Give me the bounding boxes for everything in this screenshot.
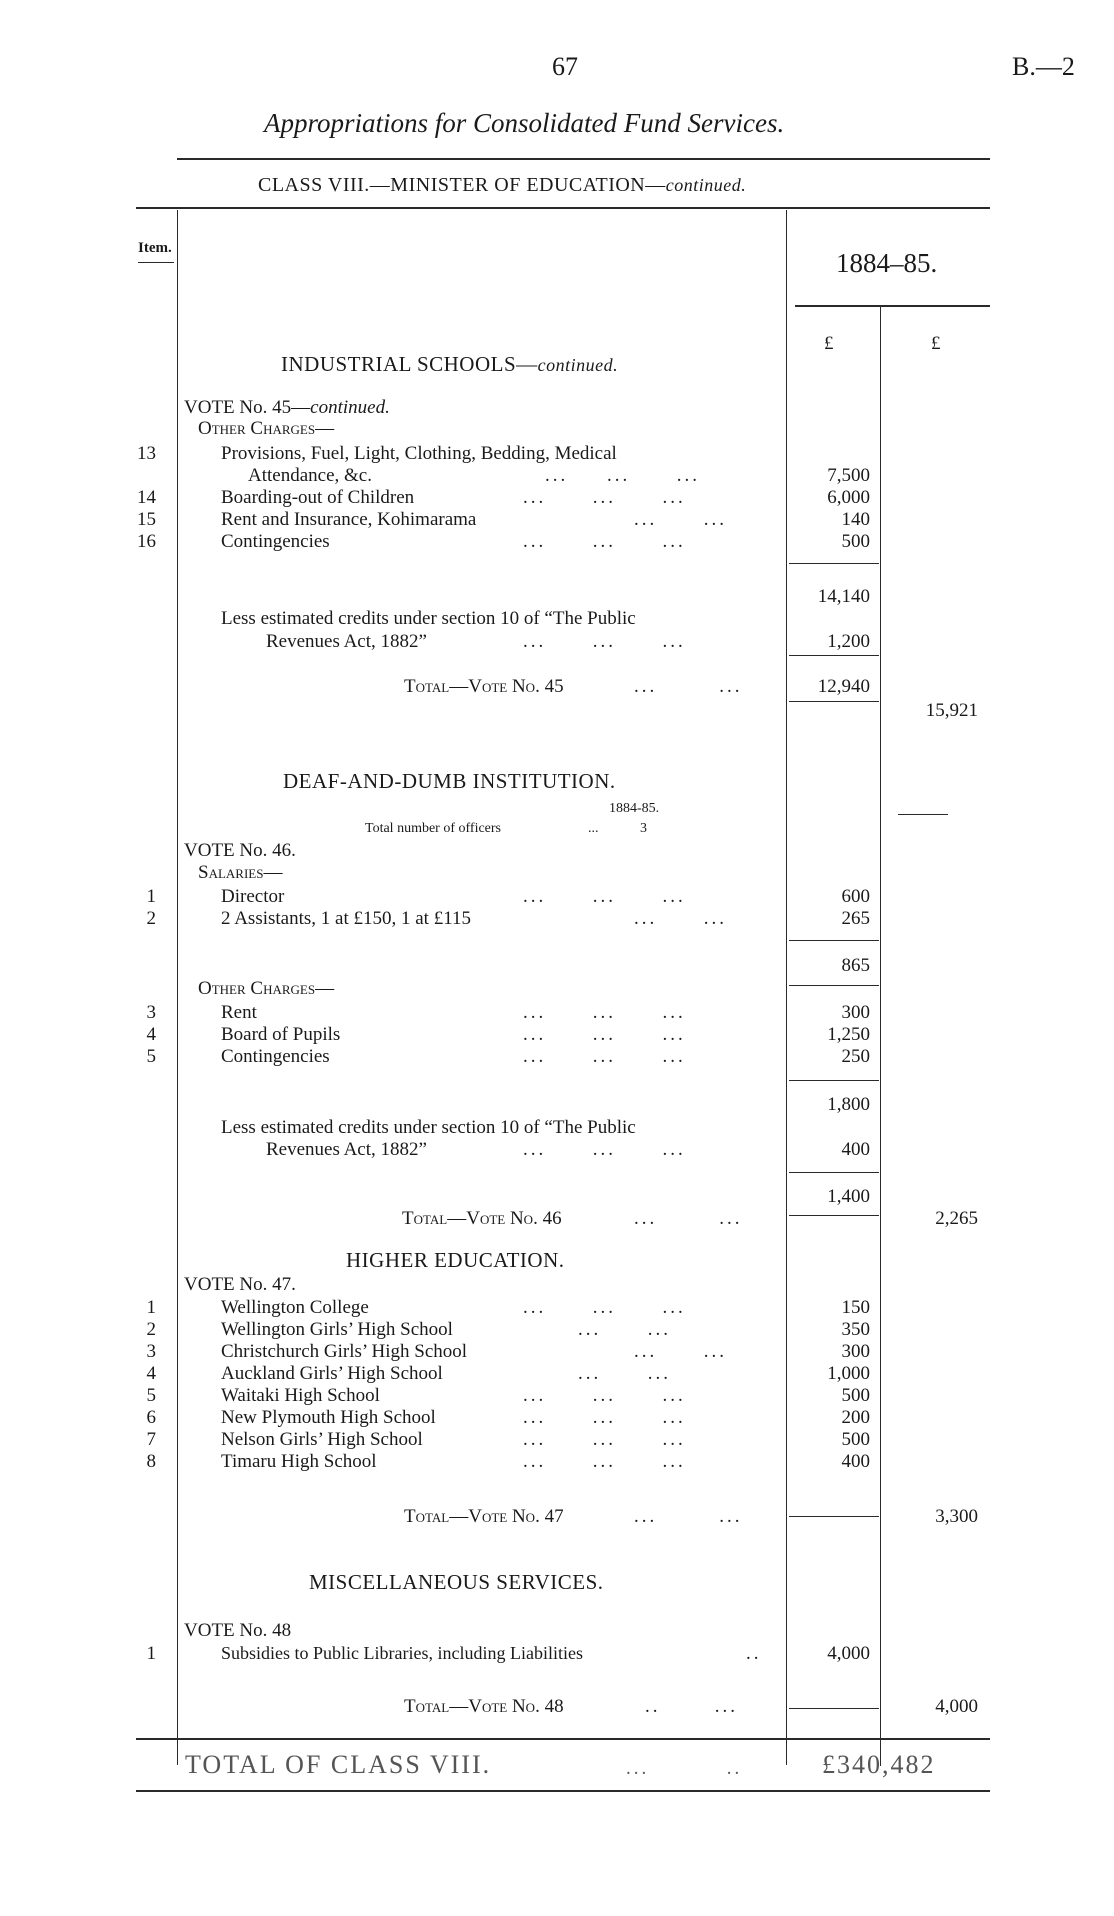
leader-dots: ... ... ...: [523, 1451, 686, 1472]
class-heading: CLASS VIII.—MINISTER OF EDUCATION—continued.: [258, 174, 747, 196]
item-number: 15: [137, 509, 156, 530]
amount: 350: [841, 1319, 870, 1340]
item-number: 4: [146, 1024, 156, 1045]
amount: 500: [841, 531, 870, 552]
credit-amount: 1,200: [827, 631, 870, 652]
item-column-header: Item.: [138, 240, 172, 256]
subtotal: 14,140: [817, 586, 870, 607]
item-number: 7: [146, 1429, 156, 1450]
column-divider: [880, 306, 881, 1766]
grand-total-amount: £340,482: [822, 1750, 936, 1779]
leader-dots: ... ... ...: [545, 465, 700, 486]
total-label: Total—Vote No. 48: [404, 1696, 564, 1717]
vote-total: 2,265: [935, 1208, 978, 1229]
item-label: Boarding-out of Children: [221, 487, 415, 508]
item-number: 1: [146, 886, 156, 907]
amount: 7,500: [827, 465, 870, 486]
leader-dots: ... ... ...: [523, 1002, 686, 1023]
total-label: Total—Vote No. 46: [402, 1208, 562, 1229]
rule: [789, 1516, 879, 1517]
leader-dots: ... ... ...: [523, 1429, 686, 1450]
officers-label: Total number of officers: [365, 821, 501, 836]
amount: 600: [841, 886, 870, 907]
amount: 1,000: [827, 1363, 870, 1384]
rule: [136, 1738, 990, 1740]
subheading: Other Charges—: [198, 418, 335, 439]
amount: 500: [841, 1385, 870, 1406]
rule: [789, 1215, 879, 1216]
item-number: 6: [146, 1407, 156, 1428]
leader-dots: ... ... ...: [523, 886, 686, 907]
subtotal: 865: [841, 955, 870, 976]
pound-sign: £: [824, 333, 834, 354]
leader-dots: ... ... ...: [523, 1407, 686, 1428]
rule: [795, 305, 990, 307]
amount: 150: [841, 1297, 870, 1318]
vote-heading: VOTE No. 46.: [184, 840, 296, 861]
leader-dots: ... ...: [634, 676, 743, 697]
rule: [898, 814, 948, 815]
rule: [789, 655, 879, 656]
leader-dots: ... ...: [634, 1341, 727, 1362]
net-amount: 1,400: [827, 1186, 870, 1207]
rule: [136, 1790, 990, 1792]
item-label: Attendance, &c.: [248, 465, 372, 486]
item-label: Contingencies: [221, 531, 330, 552]
leader-dots: ... ... ...: [523, 531, 686, 552]
vote-total: 15,921: [925, 700, 978, 721]
item-number: 3: [146, 1341, 156, 1362]
amount: 200: [841, 1407, 870, 1428]
vote-total: 4,000: [935, 1696, 978, 1717]
leader-dots: ... ...: [578, 1363, 671, 1384]
item-label: Board of Pupils: [221, 1024, 341, 1045]
item-label: Subsidies to Public Libraries, including Liabilities: [221, 1643, 583, 1663]
rule: [789, 985, 879, 986]
document-reference: B.—2: [1012, 52, 1075, 81]
vote-total: 3,300: [935, 1506, 978, 1527]
item-number: 1: [146, 1297, 156, 1318]
leader-dots: ... ... ...: [523, 487, 686, 508]
section-heading: INDUSTRIAL SCHOOLS—continued.: [281, 352, 619, 376]
item-number: 13: [137, 443, 156, 464]
item-label: Rent and Insurance, Kohimarama: [221, 509, 477, 530]
net-amount: 12,940: [817, 676, 870, 697]
page-title: Appropriations for Consolidated Fund Services.: [264, 108, 785, 138]
rule: [789, 1708, 879, 1709]
item-number: 14: [137, 487, 156, 508]
pound-sign: £: [931, 333, 941, 354]
amount: 300: [841, 1341, 870, 1362]
leader-dots: ... ...: [634, 1506, 743, 1527]
item-number: 3: [146, 1002, 156, 1023]
item-label: Director: [221, 886, 285, 907]
item-label: 2 Assistants, 1 at £150, 1 at £115: [221, 908, 471, 929]
leader-dots: ... ..: [626, 1758, 743, 1779]
leader-dots: ... ... ...: [523, 1139, 686, 1160]
vote-heading: VOTE No. 48: [184, 1620, 292, 1641]
leader-dots: ... ... ...: [523, 1046, 686, 1067]
leader-dots: ... ... ...: [523, 1024, 686, 1045]
rule: [177, 158, 990, 160]
leader-dots: ... ...: [578, 1319, 671, 1340]
rule: [789, 701, 879, 702]
rule: [789, 1172, 879, 1173]
item-number: 1: [146, 1643, 156, 1664]
credit-label: Revenues Act, 1882”: [266, 1139, 427, 1160]
leader-dots: ... ... ...: [523, 631, 686, 652]
amount: 4,000: [827, 1643, 870, 1664]
item-label: New Plymouth High School: [221, 1407, 436, 1428]
item-label: Wellington College: [221, 1297, 369, 1318]
amount: 250: [841, 1046, 870, 1067]
credit-label: Less estimated credits under section 10 of “The Public: [221, 1117, 636, 1138]
leader-dots: ... ...: [634, 1208, 743, 1229]
amount: 400: [841, 1451, 870, 1472]
subtotal: 1,800: [827, 1094, 870, 1115]
item-label: Nelson Girls’ High School: [221, 1429, 423, 1450]
item-label: Provisions, Fuel, Light, Clothing, Bedding, Medical: [221, 443, 617, 464]
year-column-header: 1884–85.: [836, 248, 938, 278]
vote-heading: VOTE No. 47.: [184, 1274, 296, 1295]
total-label: Total—Vote No. 47: [404, 1506, 564, 1527]
item-number: 5: [146, 1385, 156, 1406]
item-number: 2: [146, 908, 156, 929]
subheading: Other Charges—: [198, 978, 335, 999]
amount: 265: [841, 908, 870, 929]
item-number: 4: [146, 1363, 156, 1384]
credit-amount: 400: [841, 1139, 870, 1160]
rule: [789, 1080, 879, 1081]
item-label: Christchurch Girls’ High School: [221, 1341, 468, 1362]
column-divider: [177, 210, 178, 1765]
officers-count: 3: [640, 821, 647, 836]
item-number: 8: [146, 1451, 156, 1472]
item-number: 2: [146, 1319, 156, 1340]
column-divider: [786, 210, 787, 1765]
page-number: 67: [552, 52, 578, 81]
section-heading: HIGHER EDUCATION.: [346, 1248, 565, 1272]
credit-label: Less estimated credits under section 10 of “The Public: [221, 608, 636, 629]
section-heading: DEAF-AND-DUMB INSTITUTION.: [283, 769, 616, 793]
amount: 140: [841, 509, 870, 530]
item-label: Wellington Girls’ High School: [221, 1319, 453, 1340]
item-number: 16: [137, 531, 156, 552]
leader-dots: ... ... ...: [523, 1385, 686, 1406]
item-number: 5: [146, 1046, 156, 1067]
item-label: Auckland Girls’ High School: [221, 1363, 443, 1384]
leader-dots: ... ... ...: [523, 1297, 686, 1318]
vote-heading: VOTE No. 45—continued.: [184, 397, 390, 418]
rule: [789, 563, 879, 564]
amount: 500: [841, 1429, 870, 1450]
leader-dots: ... ...: [634, 908, 727, 929]
section-heading: MISCELLANEOUS SERVICES.: [309, 1570, 604, 1594]
amount: 1,250: [827, 1024, 870, 1045]
subheading: Salaries—: [198, 862, 283, 883]
item-label: Contingencies: [221, 1046, 330, 1067]
leader-dots: ... ...: [634, 509, 727, 530]
rule: [136, 207, 990, 209]
item-label: Rent: [221, 1002, 257, 1023]
leader-dots: ...: [588, 821, 599, 836]
rule: [138, 262, 174, 263]
rule: [789, 940, 879, 941]
officers-year: 1884-85.: [609, 801, 660, 816]
item-label: Waitaki High School: [221, 1385, 380, 1406]
leader-dots: .. ...: [645, 1696, 738, 1717]
credit-label: Revenues Act, 1882”: [266, 631, 427, 652]
leader-dots: ..: [746, 1643, 762, 1664]
grand-total-label: TOTAL OF CLASS VIII.: [185, 1750, 492, 1779]
total-label: Total—Vote No. 45: [404, 676, 564, 697]
item-label: Timaru High School: [221, 1451, 377, 1472]
amount: 6,000: [827, 487, 870, 508]
amount: 300: [841, 1002, 870, 1023]
